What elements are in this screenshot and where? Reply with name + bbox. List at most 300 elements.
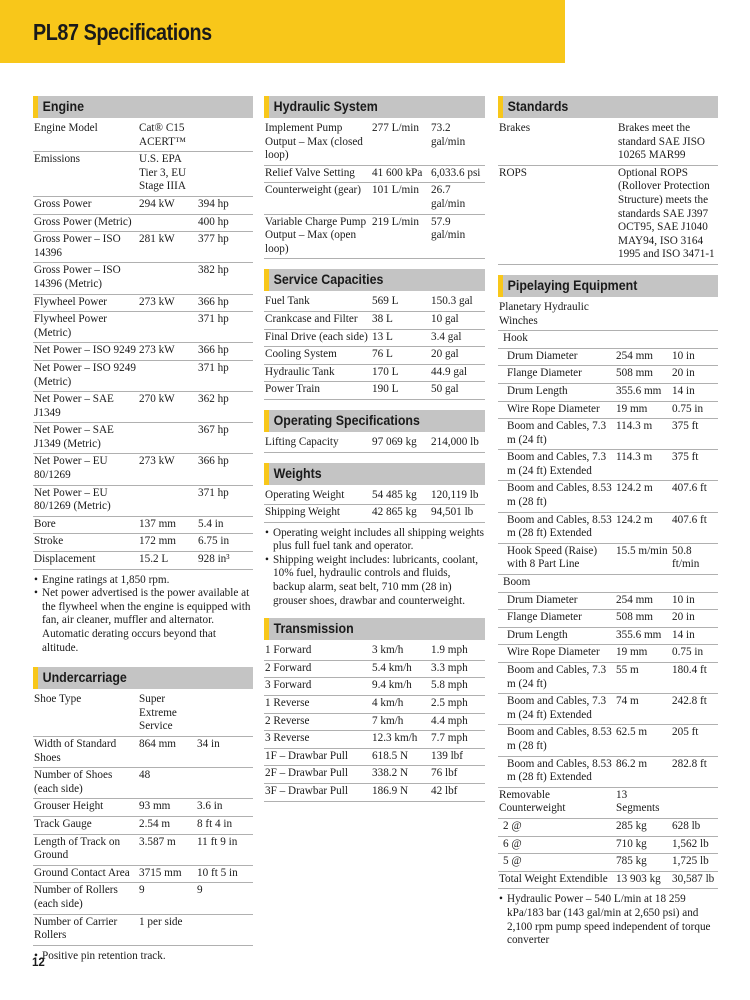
spec-label: Bore	[34, 517, 56, 530]
spec-metric-value: U.S. EPA Tier 3, EU Stage IIIA	[139, 153, 187, 193]
spec-label: Cooling System	[265, 348, 337, 361]
spec-table	[264, 435, 485, 453]
section-title: Standards	[507, 99, 569, 114]
spec-english-value: 400 hp	[198, 215, 229, 228]
notes-list	[264, 527, 485, 609]
table-row	[33, 214, 253, 232]
spec-metric-value: 172 mm	[139, 535, 176, 548]
table-row	[264, 294, 485, 311]
spec-metric-value: 13 903 kg	[616, 872, 661, 885]
spec-label: Power Train	[265, 383, 321, 396]
spec-metric-value: 508 mm	[616, 611, 653, 624]
spec-english-value: 34 in	[197, 737, 220, 750]
spec-english-value: 371 hp	[198, 361, 229, 374]
spec-english-value: 1.9 mph	[431, 644, 468, 657]
spec-english-value: 2.5 mph	[431, 697, 468, 710]
table-row	[264, 488, 485, 505]
spec-english-value: 214,000 lb	[431, 435, 479, 448]
spec-metric-value: 1 per side	[139, 915, 183, 928]
spec-metric-value: 3.587 m	[139, 835, 176, 848]
spec-label: Planetary Hydraulic Winches	[499, 300, 589, 327]
table-row	[264, 784, 485, 802]
spec-metric-value	[139, 214, 198, 232]
spec-english-value	[198, 121, 253, 152]
spec-table	[264, 294, 485, 400]
spec-metric-value: 186.9 N	[372, 785, 409, 797]
spec-metric-value: 2.54 m	[139, 817, 171, 830]
spec-table	[264, 121, 485, 259]
spec-english-value: 362 hp	[198, 393, 229, 406]
column-left	[33, 96, 253, 963]
section-title: Operating Specifications	[273, 412, 420, 428]
spec-english-value: 14 in	[672, 628, 695, 641]
spec-metric-value: Cat® C15 ACERT™	[139, 122, 186, 148]
spec-label: Total Weight Extendible	[499, 872, 608, 885]
spec-label: Displacement	[34, 553, 96, 566]
spec-label: Grouser Height	[34, 800, 104, 813]
spec-metric-value: 124.2 m	[616, 513, 653, 526]
table-row	[33, 312, 253, 343]
table-row	[498, 300, 718, 331]
spec-metric-value: 15.2 L	[139, 553, 169, 566]
spec-metric-value: 76 L	[372, 348, 393, 361]
table-row	[33, 294, 253, 312]
spec-english-value: 11 ft 9 in	[197, 835, 238, 848]
spec-english-value: 20 in	[672, 611, 695, 624]
column-right	[498, 96, 718, 948]
table-row	[498, 383, 718, 401]
section-header	[33, 667, 253, 689]
spec-label: Net Power – EU 80/1269	[34, 455, 108, 482]
section-title: Hydraulic System	[273, 99, 378, 114]
spec-english-value: 4.4 mph	[431, 714, 468, 727]
spec-english-value: 30,587 lb	[672, 872, 715, 885]
pipelaying-equipment-section	[498, 275, 718, 948]
spec-english-value: 26.7 gal/min	[431, 184, 466, 210]
table-row	[498, 818, 718, 836]
table-row	[264, 505, 485, 523]
spec-label: 3 Forward	[265, 679, 312, 692]
table-row	[498, 366, 718, 384]
spec-english-value: 10 in	[672, 593, 695, 606]
section-title: Weights	[273, 465, 322, 481]
section-header	[264, 96, 485, 118]
spec-label: Emissions	[34, 153, 81, 166]
spec-english-value: 366 hp	[198, 295, 229, 308]
spec-metric-value: 19 mm	[616, 402, 648, 415]
spec-metric-value: 12.3 km/h	[372, 732, 418, 745]
spec-metric-value: 273 kW	[139, 455, 175, 468]
spec-metric-value: 41 600 kPa	[372, 166, 423, 179]
spec-table	[498, 300, 718, 889]
spec-english-value: 282.8 ft	[672, 757, 707, 770]
spec-metric-value: 7 km/h	[372, 714, 404, 727]
spec-english-value: 120,119 lb	[431, 488, 479, 501]
spec-english-value: 0.75 in	[672, 402, 704, 415]
spec-label: Stroke	[34, 535, 64, 548]
spec-table	[264, 488, 485, 523]
table-row	[498, 575, 718, 593]
spec-label: Flange Diameter	[507, 611, 582, 624]
table-row	[33, 121, 253, 152]
spec-metric-value: 273 kW	[139, 295, 175, 308]
spec-metric-value: 273 kW	[139, 344, 175, 357]
spec-english-value: 366 hp	[198, 455, 229, 468]
table-row	[33, 423, 253, 454]
spec-metric-value: 618.5 N	[372, 749, 409, 762]
section-title: Transmission	[273, 621, 354, 637]
spec-english-value	[198, 152, 253, 197]
table-row	[33, 232, 253, 263]
note-item: • Net power advertised is the power available at the flywheel when the engine is equipped with fan, air cleaner, muffler and alternator. Automatic derating occurs beyond that altitude.	[33, 587, 253, 655]
spec-metric-value	[616, 331, 672, 349]
spec-label: Net Power – SAE J1349 (Metric)	[34, 424, 114, 450]
spec-label: Hook	[503, 332, 528, 345]
spec-label: Boom and Cables, 7.3 m (24 ft) Extended	[507, 451, 607, 477]
standards-section	[498, 96, 718, 265]
spec-metric-value: 114.3 m	[616, 451, 653, 464]
spec-label: Shoe Type	[34, 693, 82, 706]
spec-metric-value: 114.3 m	[616, 420, 653, 433]
spec-english-value: 50.8 ft/min	[672, 544, 700, 571]
spec-metric-value: 62.5 m	[616, 726, 648, 739]
section-title: Pipelaying Equipment	[507, 277, 638, 293]
spec-english-value: 3.3 mph	[431, 661, 468, 674]
table-row	[498, 836, 718, 854]
spec-label: 2 @	[503, 819, 522, 832]
spec-label: 2F – Drawbar Pull	[265, 767, 348, 780]
spec-label: Boom and Cables, 8.53 m (28 ft)	[507, 482, 612, 509]
note-item: • Hydraulic Power – 540 L/min at 18 259 kPa/183 bar (143 gal/min at 2,650 psi) and 2,100 rpm pump speed independent of torque converter	[498, 893, 718, 947]
spec-english-value: 8 ft 4 in	[197, 817, 233, 830]
spec-metric-value: 281 kW	[139, 233, 175, 246]
spec-label: 2 Reverse	[265, 714, 310, 727]
spec-metric-value	[139, 263, 198, 294]
spec-english-value: 394 hp	[198, 197, 229, 210]
section-header	[498, 96, 718, 118]
section-header	[498, 275, 718, 297]
spec-metric-value: 48	[139, 769, 151, 782]
spec-label: Boom and Cables, 8.53 m (28 ft) Extended	[507, 513, 612, 540]
spec-english-value: 371 hp	[198, 313, 229, 326]
spec-label: 3 Reverse	[265, 732, 310, 745]
spec-english-value: 375 ft	[672, 420, 699, 433]
table-row	[264, 766, 485, 784]
spec-table	[33, 692, 253, 946]
spec-label: Flywheel Power	[34, 295, 108, 308]
spec-english-value: 20 gal	[431, 348, 459, 361]
operating-specifications-section	[264, 410, 485, 453]
table-row	[498, 645, 718, 663]
spec-metric-value: 15.5 m/min	[616, 544, 668, 557]
spec-metric-value: 5.4 km/h	[372, 661, 412, 674]
spec-english-value: 205 ft	[672, 726, 699, 739]
spec-english-value: 3.6 in	[197, 800, 223, 813]
spec-label: Lifting Capacity	[265, 435, 339, 448]
spec-label: 2 Forward	[265, 661, 312, 674]
spec-metric-value: 170 L	[372, 365, 399, 378]
spec-metric-value: 508 mm	[616, 367, 653, 380]
table-row	[264, 748, 485, 766]
spec-english-value	[197, 692, 253, 736]
spec-metric-value	[139, 312, 198, 343]
spec-metric-value: 3715 mm	[139, 866, 182, 879]
spec-english-value: 6,033.6 psi	[431, 166, 481, 179]
table-row	[264, 183, 485, 214]
table-row	[498, 725, 718, 756]
table-row	[498, 331, 718, 349]
spec-label: Length of Track on Ground	[34, 835, 121, 862]
spec-metric-value: Optional ROPS (Rollover Protection Structure) meets the standards SAE J397 OCT95, SAE J1040 MAY94, ISO 3164 1995 and ISO 3471-1	[618, 166, 715, 261]
spec-metric-value: 285 kg	[616, 819, 647, 832]
spec-english-value: 76 lbf	[431, 767, 458, 780]
table-row	[33, 883, 253, 914]
spec-metric-value: 9.4 km/h	[372, 679, 412, 692]
spec-english-value	[672, 300, 718, 331]
spec-english-value: 3.4 gal	[431, 330, 462, 343]
table-row	[498, 543, 718, 574]
table-row	[264, 347, 485, 365]
section-title: Engine	[42, 99, 85, 114]
table-row	[498, 450, 718, 481]
spec-metric-value: 294 kW	[139, 197, 175, 210]
spec-label: Crankcase and Filter	[265, 312, 358, 325]
spec-english-value	[672, 575, 718, 593]
spec-metric-value	[616, 300, 672, 331]
spec-english-value: 928 in³	[198, 553, 230, 566]
spec-label: Hook Speed (Raise) with 8 Part Line	[507, 544, 598, 571]
spec-metric-value: 355.6 mm	[616, 384, 662, 397]
hydraulic-section	[264, 96, 485, 259]
section-header	[264, 269, 485, 291]
spec-metric-value: 219 L/min	[372, 215, 419, 228]
spec-english-value: 375 ft	[672, 451, 699, 464]
spec-english-value: 382 hp	[198, 264, 229, 277]
spec-english-value: 242.8 ft	[672, 695, 707, 708]
spec-label: Boom and Cables, 8.53 m (28 ft)	[507, 726, 612, 752]
spec-label: Number of Rollers (each side)	[34, 884, 118, 910]
spec-label: Drum Length	[507, 384, 568, 397]
spec-label: Relief Valve Setting	[265, 166, 355, 179]
table-row	[33, 692, 253, 736]
spec-metric-value: 9	[139, 884, 145, 897]
section-title: Undercarriage	[42, 670, 127, 686]
spec-table	[33, 121, 253, 570]
spec-english-value: 20 in	[672, 367, 695, 380]
spec-label: Net Power – EU 80/1269 (Metric)	[34, 486, 111, 513]
spec-label: Gross Power – ISO 14396	[34, 233, 121, 259]
undercarriage-section	[33, 667, 253, 963]
spec-english-value	[197, 768, 253, 799]
spec-metric-value: 13 Segments	[616, 788, 660, 815]
spec-metric-value: 190 L	[372, 383, 399, 396]
table-row	[498, 348, 718, 366]
table-row	[498, 512, 718, 543]
spec-metric-value: 3 km/h	[372, 644, 404, 657]
spec-english-value	[672, 331, 718, 349]
note-item: • Shipping weight includes: lubricants, coolant, 10% fuel, hydraulic controls and fluids, backup alarm, seat belt, 710 mm (28 in) grouser shoes, drawbar and counterweight.	[264, 554, 485, 608]
spec-metric-value: 254 mm	[616, 593, 653, 606]
spec-label: ROPS	[499, 166, 527, 179]
table-row	[33, 485, 253, 516]
notes-list	[498, 893, 718, 947]
table-row	[498, 756, 718, 787]
table-row	[33, 865, 253, 883]
table-row	[264, 731, 485, 749]
table-row	[264, 311, 485, 329]
table-row	[33, 552, 253, 570]
spec-label: Net Power – ISO 9249	[34, 344, 136, 357]
spec-metric-value: 38 L	[372, 312, 393, 325]
spec-metric-value: 270 kW	[139, 393, 175, 406]
spec-metric-value: 710 kg	[616, 837, 647, 850]
spec-english-value: 367 hp	[198, 424, 229, 437]
table-row	[264, 435, 485, 452]
table-row	[498, 663, 718, 694]
spec-english-value: 1,725 lb	[672, 855, 709, 868]
spec-english-value: 377 hp	[198, 233, 229, 246]
spec-english-value: 10 ft 5 in	[197, 866, 238, 879]
spec-label: Shipping Weight	[265, 506, 341, 519]
spec-label: 6 @	[503, 837, 522, 850]
spec-english-value: 1,562 lb	[672, 837, 709, 850]
spec-english-value: 366 hp	[198, 344, 229, 357]
section-header	[33, 96, 253, 118]
spec-metric-value: 93 mm	[139, 800, 171, 813]
table-row	[33, 454, 253, 485]
spec-english-value: 10 in	[672, 349, 695, 362]
spec-metric-value: 338.2 N	[372, 767, 409, 780]
table-row	[33, 263, 253, 294]
spec-metric-value: 97 069 kg	[372, 435, 417, 448]
spec-english-value: 10 gal	[431, 312, 459, 325]
spec-table	[264, 643, 485, 801]
spec-metric-value: 101 L/min	[372, 184, 419, 197]
table-row	[33, 152, 253, 197]
table-row	[264, 660, 485, 678]
table-row	[264, 121, 485, 165]
spec-english-value: 42 lbf	[431, 785, 458, 797]
note-item: • Operating weight includes all shipping weights plus full fuel tank and operator.	[264, 527, 485, 554]
spec-label: Gross Power	[34, 197, 92, 210]
spec-english-value: 9	[197, 884, 203, 897]
spec-metric-value: Brakes meet the standard SAE JISO 10265 MAR99	[618, 122, 706, 162]
table-row	[498, 694, 718, 725]
section-header	[264, 463, 485, 485]
table-row	[498, 610, 718, 628]
table-row	[498, 121, 718, 165]
spec-metric-value: 785 kg	[616, 855, 647, 868]
spec-label: Boom and Cables, 8.53 m (28 ft) Extended	[507, 757, 612, 784]
spec-label: Drum Diameter	[507, 349, 578, 362]
table-row	[33, 360, 253, 391]
table-row	[33, 736, 253, 767]
spec-metric-value: 86.2 m	[616, 757, 648, 770]
table-row	[498, 854, 718, 872]
table-row	[498, 165, 718, 264]
spec-metric-value	[139, 360, 198, 391]
section-header	[264, 410, 485, 432]
table-row	[498, 401, 718, 419]
spec-label: Implement Pump Output – Max (closed loop)	[265, 122, 363, 162]
table-row	[33, 392, 253, 423]
section-header	[264, 618, 485, 640]
page-title: PL87 Specifications	[33, 19, 212, 45]
table-row	[264, 364, 485, 382]
spec-label: Boom and Cables, 7.3 m (24 ft) Extended	[507, 695, 607, 721]
table-row	[498, 871, 718, 889]
spec-english-value: 73.2 gal/min	[431, 122, 466, 148]
table-row	[33, 768, 253, 799]
note-item: • Engine ratings at 1,850 rpm.	[33, 574, 253, 588]
spec-english-value: 180.4 ft	[672, 664, 707, 676]
spec-metric-value: 74 m	[616, 695, 639, 708]
spec-label: 1F – Drawbar Pull	[265, 749, 348, 762]
spec-label: Track Gauge	[34, 817, 92, 830]
spec-english-value	[672, 787, 718, 818]
spec-label: Net Power – SAE J1349	[34, 393, 114, 419]
spec-english-value: 6.75 in	[198, 535, 230, 548]
spec-english-value: 5.8 mph	[431, 679, 468, 692]
spec-label: Variable Charge Pump Output – Max (open loop)	[265, 215, 367, 255]
spec-english-value: 628 lb	[672, 819, 701, 832]
note-item: • Positive pin retention track.	[33, 950, 253, 964]
spec-english-value	[197, 914, 253, 945]
spec-english-value: 407.6 ft	[672, 482, 707, 495]
spec-english-value: 407.6 ft	[672, 513, 707, 526]
spec-english-value: 7.7 mph	[431, 732, 468, 745]
spec-english-value: 139 lbf	[431, 749, 464, 762]
spec-metric-value: 355.6 mm	[616, 628, 662, 641]
spec-english-value: 50 gal	[431, 383, 459, 396]
notes-list	[33, 950, 253, 964]
spec-label: Gross Power – ISO 14396 (Metric)	[34, 264, 121, 290]
spec-label: Counterweight (gear)	[265, 184, 361, 197]
table-row	[33, 834, 253, 865]
table-row	[264, 696, 485, 714]
spec-label: Drum Diameter	[507, 593, 578, 606]
engine-section	[33, 96, 253, 655]
table-row	[264, 643, 485, 660]
table-row	[498, 481, 718, 512]
spec-label: Hydraulic Tank	[265, 365, 335, 378]
table-row	[264, 382, 485, 400]
spec-metric-value: 19 mm	[616, 646, 648, 659]
table-row	[498, 592, 718, 610]
table-row	[33, 914, 253, 945]
spec-label: Number of Shoes (each side)	[34, 769, 113, 795]
service-capacities-section	[264, 269, 485, 400]
table-row	[264, 214, 485, 259]
spec-english-value: 94,501 lb	[431, 506, 474, 519]
spec-metric-value	[616, 575, 672, 593]
spec-english-value: 0.75 in	[672, 646, 704, 659]
spec-metric-value: 864 mm	[139, 737, 176, 750]
spec-label: 1 Forward	[265, 644, 312, 657]
spec-label: Boom	[503, 576, 531, 589]
spec-metric-value: 569 L	[372, 295, 399, 308]
spec-label: Net Power – ISO 9249 (Metric)	[34, 361, 136, 388]
spec-metric-value: 42 865 kg	[372, 506, 417, 519]
table-row	[33, 516, 253, 534]
transmission-section	[264, 618, 485, 801]
spec-label: Removable Counterweight	[499, 788, 566, 815]
spec-label: Drum Length	[507, 628, 568, 641]
spec-label: Ground Contact Area	[34, 866, 130, 879]
table-row	[498, 627, 718, 645]
spec-label: Gross Power (Metric)	[34, 215, 132, 228]
spec-metric-value: 13 L	[372, 330, 393, 343]
